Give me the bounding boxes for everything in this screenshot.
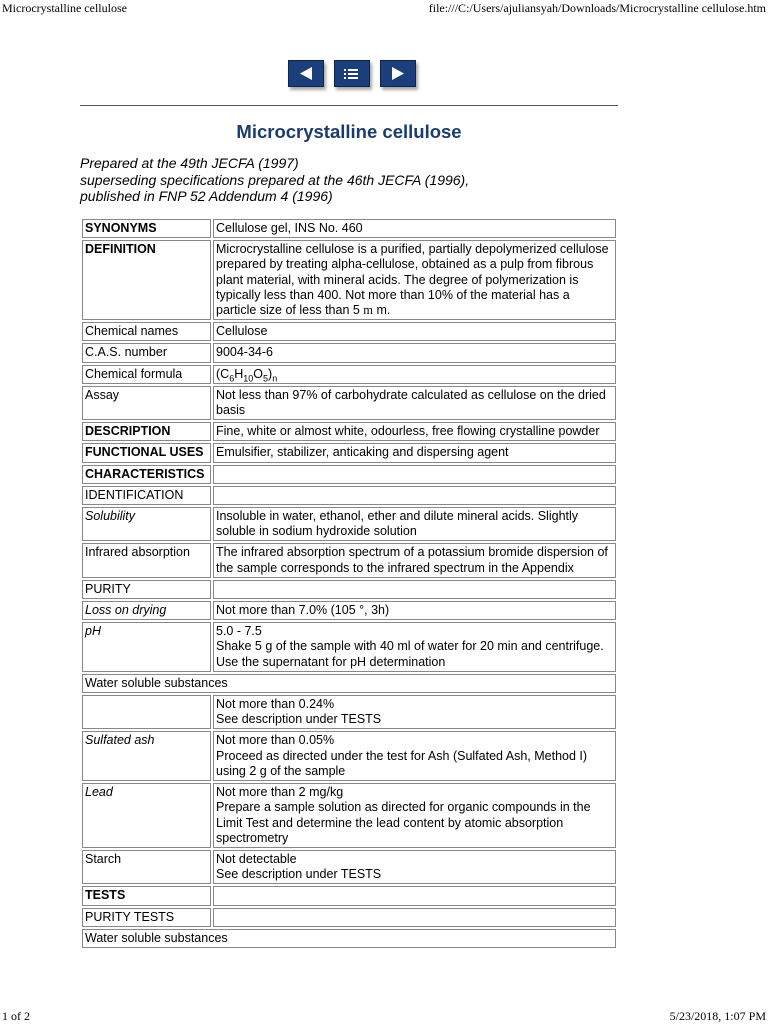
table-row [82, 219, 616, 238]
table-row [82, 240, 616, 320]
row-label-span: Water soluble substances [82, 674, 616, 693]
row-value-line: Shake 5 g of the sample with 40 ml of water for 20 min and centrifuge. Use the supernatant for pH determination [216, 639, 604, 669]
row-label: CHARACTERISTICS [82, 465, 211, 484]
print-header [0, 0, 768, 16]
row-label: PURITY TESTS [82, 908, 211, 927]
definition-text-end: m. [373, 303, 391, 318]
row-label: SYNONYMS [82, 219, 211, 238]
previous-page-button[interactable] [288, 60, 324, 87]
row-label: Loss on drying [82, 601, 211, 620]
row-label: Sulfated ash [82, 731, 211, 781]
row-label: Assay [82, 386, 211, 420]
row-label: Solubility [82, 507, 211, 541]
formula-part: O [253, 366, 263, 381]
formula-subscript: n [272, 373, 278, 384]
row-label-empty [82, 695, 211, 729]
table-row [82, 695, 616, 729]
row-value-line: See description under TESTS [216, 867, 382, 882]
row-value: Cellulose gel, INS No. 460 [213, 219, 616, 238]
page-title-header: Microcrystalline cellulose [2, 1, 127, 15]
row-value [213, 783, 616, 848]
row-label: Infrared absorption [82, 543, 211, 577]
row-label: FUNCTIONAL USES [82, 443, 211, 462]
formula-part: ) [268, 366, 273, 381]
row-value-line: Not more than 0.24% [216, 697, 335, 712]
row-value-empty [213, 908, 616, 927]
row-value-line: Proceed as directed under the test for Ash (Sulfated Ash, Method I) using 2 g of the sample [216, 748, 588, 778]
table-row [82, 886, 616, 905]
table-row [82, 386, 616, 420]
row-value: Not less than 97% of carbohydrate calculated as cellulose on the dried basis [213, 386, 616, 420]
formula-subscript: 5 [263, 373, 269, 384]
row-label: Starch [82, 850, 211, 884]
row-value-empty [213, 486, 616, 505]
document-title: Microcrystalline cellulose [236, 121, 462, 142]
row-value-empty [213, 465, 616, 484]
chemical-formula [213, 365, 616, 384]
arrow-left-icon [289, 61, 323, 86]
table-row [82, 622, 616, 672]
index-button[interactable] [334, 60, 370, 87]
page-count: 1 of 2 [2, 1009, 30, 1023]
row-value [213, 731, 616, 781]
prep-line: published in FNP 52 Addendum 4 (1996) [80, 188, 333, 204]
table-row [82, 507, 616, 541]
row-label: IDENTIFICATION [82, 486, 211, 505]
row-value-line: Not detectable [216, 851, 297, 866]
table-row [82, 731, 616, 781]
next-page-button[interactable] [380, 60, 416, 87]
row-value: Fine, white or almost white, odourless, free flowing crystalline powder [213, 422, 616, 441]
formula-part: (C [216, 366, 230, 381]
row-value [213, 695, 616, 729]
formula-subscript: 6 [229, 373, 235, 384]
row-label: Lead [82, 783, 211, 848]
print-footer [0, 1009, 768, 1023]
row-value: Cellulose [213, 322, 616, 341]
row-value [213, 240, 616, 320]
prep-line: superseding specifications prepared at the 46th JECFA (1996), [80, 171, 470, 188]
row-value: Not more than 7.0% (105 °, 3h) [213, 601, 616, 620]
table-row [82, 322, 616, 341]
table-row [82, 486, 616, 505]
table-row [82, 674, 616, 693]
table-row [82, 908, 616, 927]
row-label: pH [82, 622, 211, 672]
table-row [82, 580, 616, 599]
row-value-line: Not more than 2 mg/kg [216, 785, 344, 800]
table-row [82, 783, 616, 848]
row-label: Chemical names [82, 322, 211, 341]
table-row [82, 465, 616, 484]
table-row [82, 422, 616, 441]
arrow-right-icon [381, 61, 415, 86]
table-row [82, 443, 616, 462]
print-datetime: 5/23/2018, 1:07 PM [669, 1009, 766, 1023]
row-value: Insoluble in water, ethanol, ether and dilute mineral acids. Slightly soluble in sodium hydroxide solution [213, 507, 616, 541]
row-value [213, 622, 616, 672]
row-value-line: 5.0 - 7.5 [216, 624, 262, 639]
row-value: Emulsifier, stabilizer, anticaking and dispersing agent [213, 443, 616, 462]
row-label: TESTS [82, 886, 211, 905]
horizontal-divider [80, 105, 618, 106]
file-url: file:///C:/Users/ajuliansyah/Downloads/Microcrystalline cellulose.htm [428, 1, 766, 15]
row-label: PURITY [82, 580, 211, 599]
row-value: 9004-34-6 [213, 343, 616, 362]
row-label-span: Water soluble substances [82, 929, 616, 948]
table-row [82, 850, 616, 884]
definition-text: Microcrystalline cellulose is a purified, partially depolymerized cellulose prepared by treating alpha-cellulose, obtained as a pulp from fibrous plant material, with mineral acids. The degree of polymerization is typically less than 400. Not more than 10% of the material has a particle size of less than 5 [216, 242, 609, 318]
table-row [82, 601, 616, 620]
row-label: DESCRIPTION [82, 422, 211, 441]
table-row [82, 929, 616, 948]
row-label: C.A.S. number [82, 343, 211, 362]
list-icon [335, 61, 369, 86]
row-value-empty [213, 580, 616, 599]
row-value-line: Prepare a sample solution as directed for organic compounds in the Limit Test and determine the lead content by atomic absorption spectrometry [216, 800, 591, 845]
prep-line: Prepared at the 49th JECFA (1997) [80, 155, 299, 171]
specification-table [80, 217, 618, 950]
table-row [82, 365, 616, 384]
row-value-line: Not more than 0.05% [216, 733, 335, 748]
table-row [82, 543, 616, 577]
formula-subscript: 10 [243, 373, 254, 384]
row-value [213, 850, 616, 884]
row-value-empty [213, 886, 616, 905]
row-label: Chemical formula [82, 365, 211, 384]
row-value-line: See description under TESTS [216, 712, 382, 727]
table-row [82, 343, 616, 362]
row-value: The infrared absorption spectrum of a potassium bromide dispersion of the sample corresponds to the infrared spectrum in the Appendix [213, 543, 616, 577]
micro-symbol: m [363, 303, 374, 318]
row-label: DEFINITION [82, 240, 211, 320]
preparation-note [80, 155, 640, 205]
formula-part: H [234, 366, 244, 381]
